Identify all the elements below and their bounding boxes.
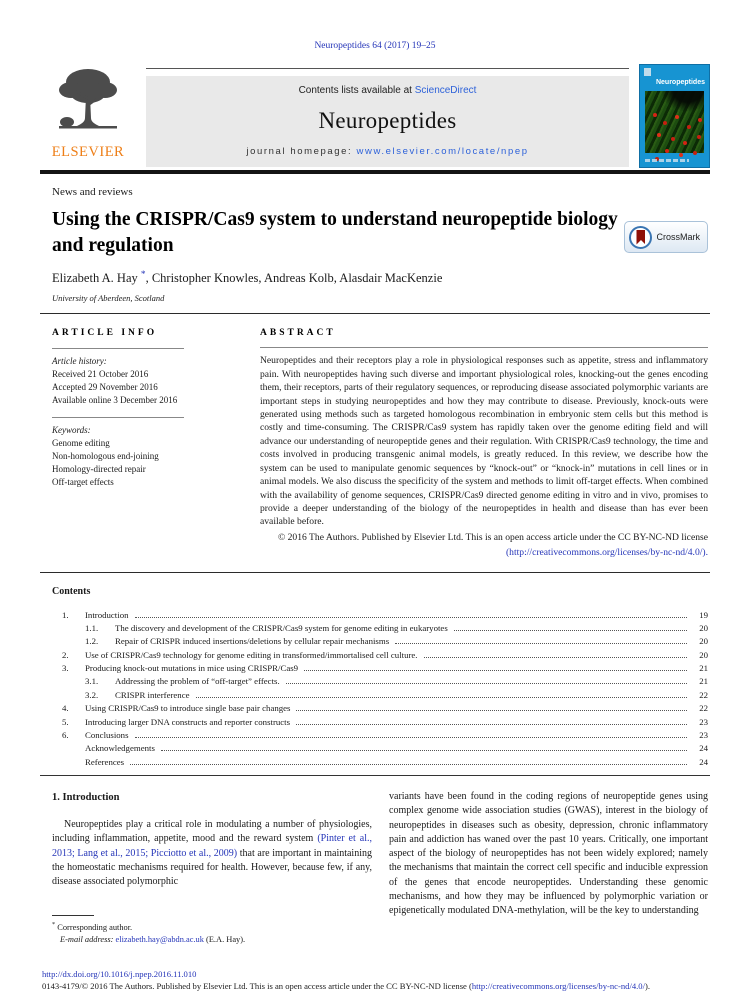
toc-row (62, 609, 708, 622)
email-link[interactable]: elizabeth.hay@abdn.ac.uk (115, 935, 204, 945)
toc-number: 1. (62, 609, 69, 620)
cover-microscopy-image (645, 91, 704, 153)
footnote-rule (52, 915, 94, 916)
toc-number: 2. (62, 649, 69, 660)
toc-page-number: 23 (699, 729, 708, 740)
doi-link[interactable]: http://dx.doi.org/10.1016/j.npep.2016.11.010 (42, 968, 197, 979)
body-left-column (52, 790, 372, 947)
toc-row (85, 635, 708, 648)
sciencedirect-link[interactable]: ScienceDirect (414, 85, 477, 96)
toc-dot-leader (130, 764, 687, 765)
banner-gray-box (146, 76, 629, 167)
cover-mini-logo-icon (644, 68, 651, 76)
cover-red-dots (653, 113, 657, 117)
intro-text-start: Neuropeptides play a critical role in modulating a number of physiologies, including inflammation, appetite, mood and the reward system (52, 818, 372, 845)
toc-dot-leader (286, 683, 687, 684)
abstract-text: Neuropeptides and their receptors play a role in physiological responses such as appetite, stress and inflammatory pain. With neuropeptides having such diverse and important physiological roles, knocking-out the genes encoding them, their receptors, parts of their regulatory sequences, or reproducing disease associated polymorphic variants are important steps in studying neuropeptides and how they may contribute to disease. Previously, knock-outs were generated using methods such as targeted homologous recombination in embryonic stem cells but this method is costly and time-consuming. The CRISPR/Cas9 system has rapidly taken over the genome editing field and will advance our understanding of neuropeptide genes and their regulation. With CRISPR/Cas9 technology, the time and costs involved in producing transgenic animal models, is greatly reduced. In this review, we describe how the system can be used to manipulate genomic sequences by “knock-out” or “knock-in” mutations in cell lines or in animal models. We also discuss the specificity of the system and methods to limit off-target effects. When combined with the availability of genome sequences, CRISPR/Cas9 directed genome editing in vitro and in vivo, promises to provide a deeper understanding of the biology of the neuropeptides in health and disease than has ever been available before. (260, 355, 708, 528)
toc-dot-leader (135, 617, 688, 618)
toc-page-number: 24 (699, 743, 708, 754)
author-first: Elizabeth A. Hay (52, 271, 141, 285)
contents-heading: Contents (52, 585, 91, 597)
page-footer (42, 968, 708, 994)
crossmark-badge[interactable] (624, 221, 708, 253)
article-title: Using the CRISPR/Cas9 system to understand neuropeptide biology and regulation (52, 209, 618, 256)
toc-label: CRISPR interference (115, 689, 190, 700)
toc-label: Producing knock-out mutations in mice using CRISPR/Cas9 (85, 663, 299, 674)
toc-number: 3. (62, 663, 69, 674)
toc-label: Acknowledgements (85, 743, 155, 754)
journal-title: Neuropeptides (318, 108, 457, 133)
license-line (42, 980, 708, 993)
article-head (52, 186, 708, 303)
toc-row (62, 649, 708, 662)
keyword-item: Non-homologous end-joining (52, 451, 159, 462)
keywords-rule (52, 417, 184, 418)
abstract-heading: ABSTRACT (260, 328, 336, 338)
cover-footer-text-decoration (645, 159, 689, 162)
header-thick-rule (40, 170, 710, 174)
toc-row (62, 662, 708, 675)
keywords-label: Keywords: (52, 424, 91, 435)
toc-row (62, 702, 708, 715)
toc-label: References (85, 756, 125, 767)
journal-cover-thumbnail[interactable] (639, 64, 710, 168)
authors-rest: , Christopher Knowles, Andreas Kolb, Alasdair MacKenzie (145, 271, 443, 285)
article-history-item: Received 21 October 2016 (52, 368, 149, 379)
toc-page-number: 20 (699, 649, 708, 660)
elsevier-wordmark: ELSEVIER (51, 144, 125, 160)
toc-label: Introducing larger DNA constructs and reporter constructs (85, 716, 291, 727)
article-history-list (52, 368, 222, 407)
toc-number: 1.1. (85, 622, 99, 633)
intro-text-end: that are important in maintaining the homeostatic mechanisms required for health. However, because few, if any, disease associated polymorphic (52, 847, 372, 888)
toc-label: Conclusions (85, 729, 129, 740)
footnote-block (52, 915, 372, 946)
article-history-item: Accepted 29 November 2016 (52, 381, 158, 392)
toc-number: 1.2. (85, 636, 99, 647)
toc-row (62, 756, 708, 769)
keyword-item: Homology-directed repair (52, 464, 146, 475)
toc-row (62, 716, 708, 729)
article-kicker: News and reviews (52, 186, 133, 198)
toc-dot-leader (304, 670, 687, 671)
article-info-heading: ARTICLE INFO (52, 328, 158, 338)
article-body (52, 790, 708, 947)
author-list (52, 270, 708, 286)
introduction-paragraph (52, 818, 372, 889)
article-history-label: Article history: (52, 355, 107, 366)
article-history-item: Available online 3 December 2016 (52, 394, 178, 405)
abstract-license-link[interactable]: (http://creativecommons.org/licenses/by-nc-nd/4.0/). (505, 547, 708, 559)
elsevier-logo (42, 64, 134, 168)
toc-row (85, 675, 708, 688)
toc-row (62, 729, 708, 742)
toc-dot-leader (395, 643, 687, 644)
toc-row (85, 689, 708, 702)
abstract-rule (260, 347, 708, 348)
abstract-copyright: © 2016 The Authors. Published by Elsevier Ltd. This is an open access article under the CC BY-NC-ND license (277, 531, 708, 543)
introduction-heading: 1. Introduction (52, 791, 120, 803)
toc-label: Addressing the problem of “off-target” effects. (115, 676, 280, 687)
journal-header (42, 64, 710, 168)
elsevier-tree-icon (55, 66, 121, 146)
toc-page-number: 20 (699, 622, 708, 633)
toc-page-number: 19 (699, 609, 708, 620)
toc-page-number: 24 (699, 756, 708, 767)
toc-row (85, 622, 708, 635)
toc-number: 5. (62, 716, 69, 727)
license-suffix: ). (644, 981, 650, 992)
affiliation: University of Aberdeen, Scotland (52, 293, 165, 303)
article-info-rule (52, 348, 184, 349)
article-info-column (52, 327, 222, 560)
contents-section (42, 586, 708, 769)
toc-number: 4. (62, 703, 69, 714)
toc-dot-leader (424, 657, 687, 658)
toc-page-number: 23 (699, 716, 708, 727)
banner-top-rule (146, 68, 629, 69)
email-note (60, 934, 372, 946)
toc-number: 6. (62, 729, 69, 740)
corresponding-author-star[interactable]: * (140, 269, 146, 280)
contents-available-line (146, 85, 629, 96)
toc-page-number: 22 (699, 689, 708, 700)
toc-page-number: 20 (699, 636, 708, 647)
toc-dot-leader (161, 750, 687, 751)
footnote-star: * (52, 921, 56, 929)
contents-bottom-rule (40, 775, 710, 776)
body-right-column (389, 790, 708, 947)
citation-link[interactable]: (Pinter et al., 2013; Lang et al., 2015; Picciotto et al., 2009) (52, 833, 372, 859)
journal-banner (146, 64, 629, 168)
license-url-link[interactable]: http://creativecommons.org/licenses/by-nc-nd/4.0/ (471, 981, 645, 992)
email-suffix: (E.A. Hay). (203, 935, 246, 945)
toc-page-number: 21 (699, 663, 708, 674)
toc-number: 3.1. (85, 676, 99, 687)
toc-page-number: 22 (699, 703, 708, 714)
abstract-bottom-rule (40, 572, 710, 573)
keyword-item: Genome editing (52, 438, 110, 448)
table-of-contents (62, 609, 708, 769)
toc-number: 3.2. (85, 689, 99, 700)
journal-homepage-line (146, 146, 629, 157)
crossmark-label: CrossMark (656, 232, 700, 242)
email-label: E-mail address: (60, 935, 116, 945)
toc-dot-leader (135, 737, 688, 738)
cover-journal-title: Neuropeptides (655, 79, 705, 86)
homepage-label: journal homepage: (246, 146, 357, 157)
toc-label: Introduction (85, 609, 129, 620)
toc-label: Using CRISPR/Cas9 to introduce single base pair changes (85, 703, 291, 714)
introduction-paragraph-continued: variants have been found in the coding regions of neuropeptide genes using complex genome wide association studies (GWAS), interest in the biology of neuropeptides in diseases such as obesity, depression, chronic inflammatory pain and addiction has waned over the past 10 years. Critically, one important aspect of the biology of neuropeptides has not been widely explored; namely the mechanisms that maintain the correct cell specific and inducible expression of the genes that encode neuropeptides. Understanding these genomic mechanisms, and how they may be influenced by polymorphic variation or epigenetically modulated DNA-methylation, will be the key to understanding (389, 790, 708, 917)
toc-page-number: 21 (699, 676, 708, 687)
license-prefix: 0143-4179/© 2016 The Authors. Published by Elsevier Ltd. This is an open access article under the CC BY-NC-ND license ( (42, 981, 472, 992)
contents-available-text: Contents lists available at (298, 85, 415, 96)
toc-dot-leader (196, 697, 687, 698)
keywords-list (52, 437, 222, 489)
corresponding-author-note (52, 920, 372, 934)
toc-dot-leader (454, 630, 687, 631)
toc-dot-leader (296, 710, 687, 711)
journal-citation: Neuropeptides 64 (2017) 19–25 (314, 41, 436, 51)
abstract-column (260, 327, 708, 560)
toc-label: Use of CRISPR/Cas9 technology for genome editing in transformed/immortalised cell culture. (85, 649, 418, 660)
homepage-url-link[interactable]: www.elsevier.com/locate/npep (356, 146, 529, 157)
footnote-corresponding-text: Corresponding author. (55, 923, 133, 933)
toc-dot-leader (296, 724, 687, 725)
info-abstract-section (52, 314, 708, 572)
toc-row (62, 742, 708, 755)
crossmark-icon (629, 226, 652, 249)
toc-label: The discovery and development of the CRISPR/Cas9 system for genome editing in eukaryotes (115, 622, 448, 633)
toc-label: Repair of CRISPR induced insertions/deletions by cellular repair mechanisms (115, 636, 390, 647)
keyword-item: Off-target effects (52, 477, 114, 488)
